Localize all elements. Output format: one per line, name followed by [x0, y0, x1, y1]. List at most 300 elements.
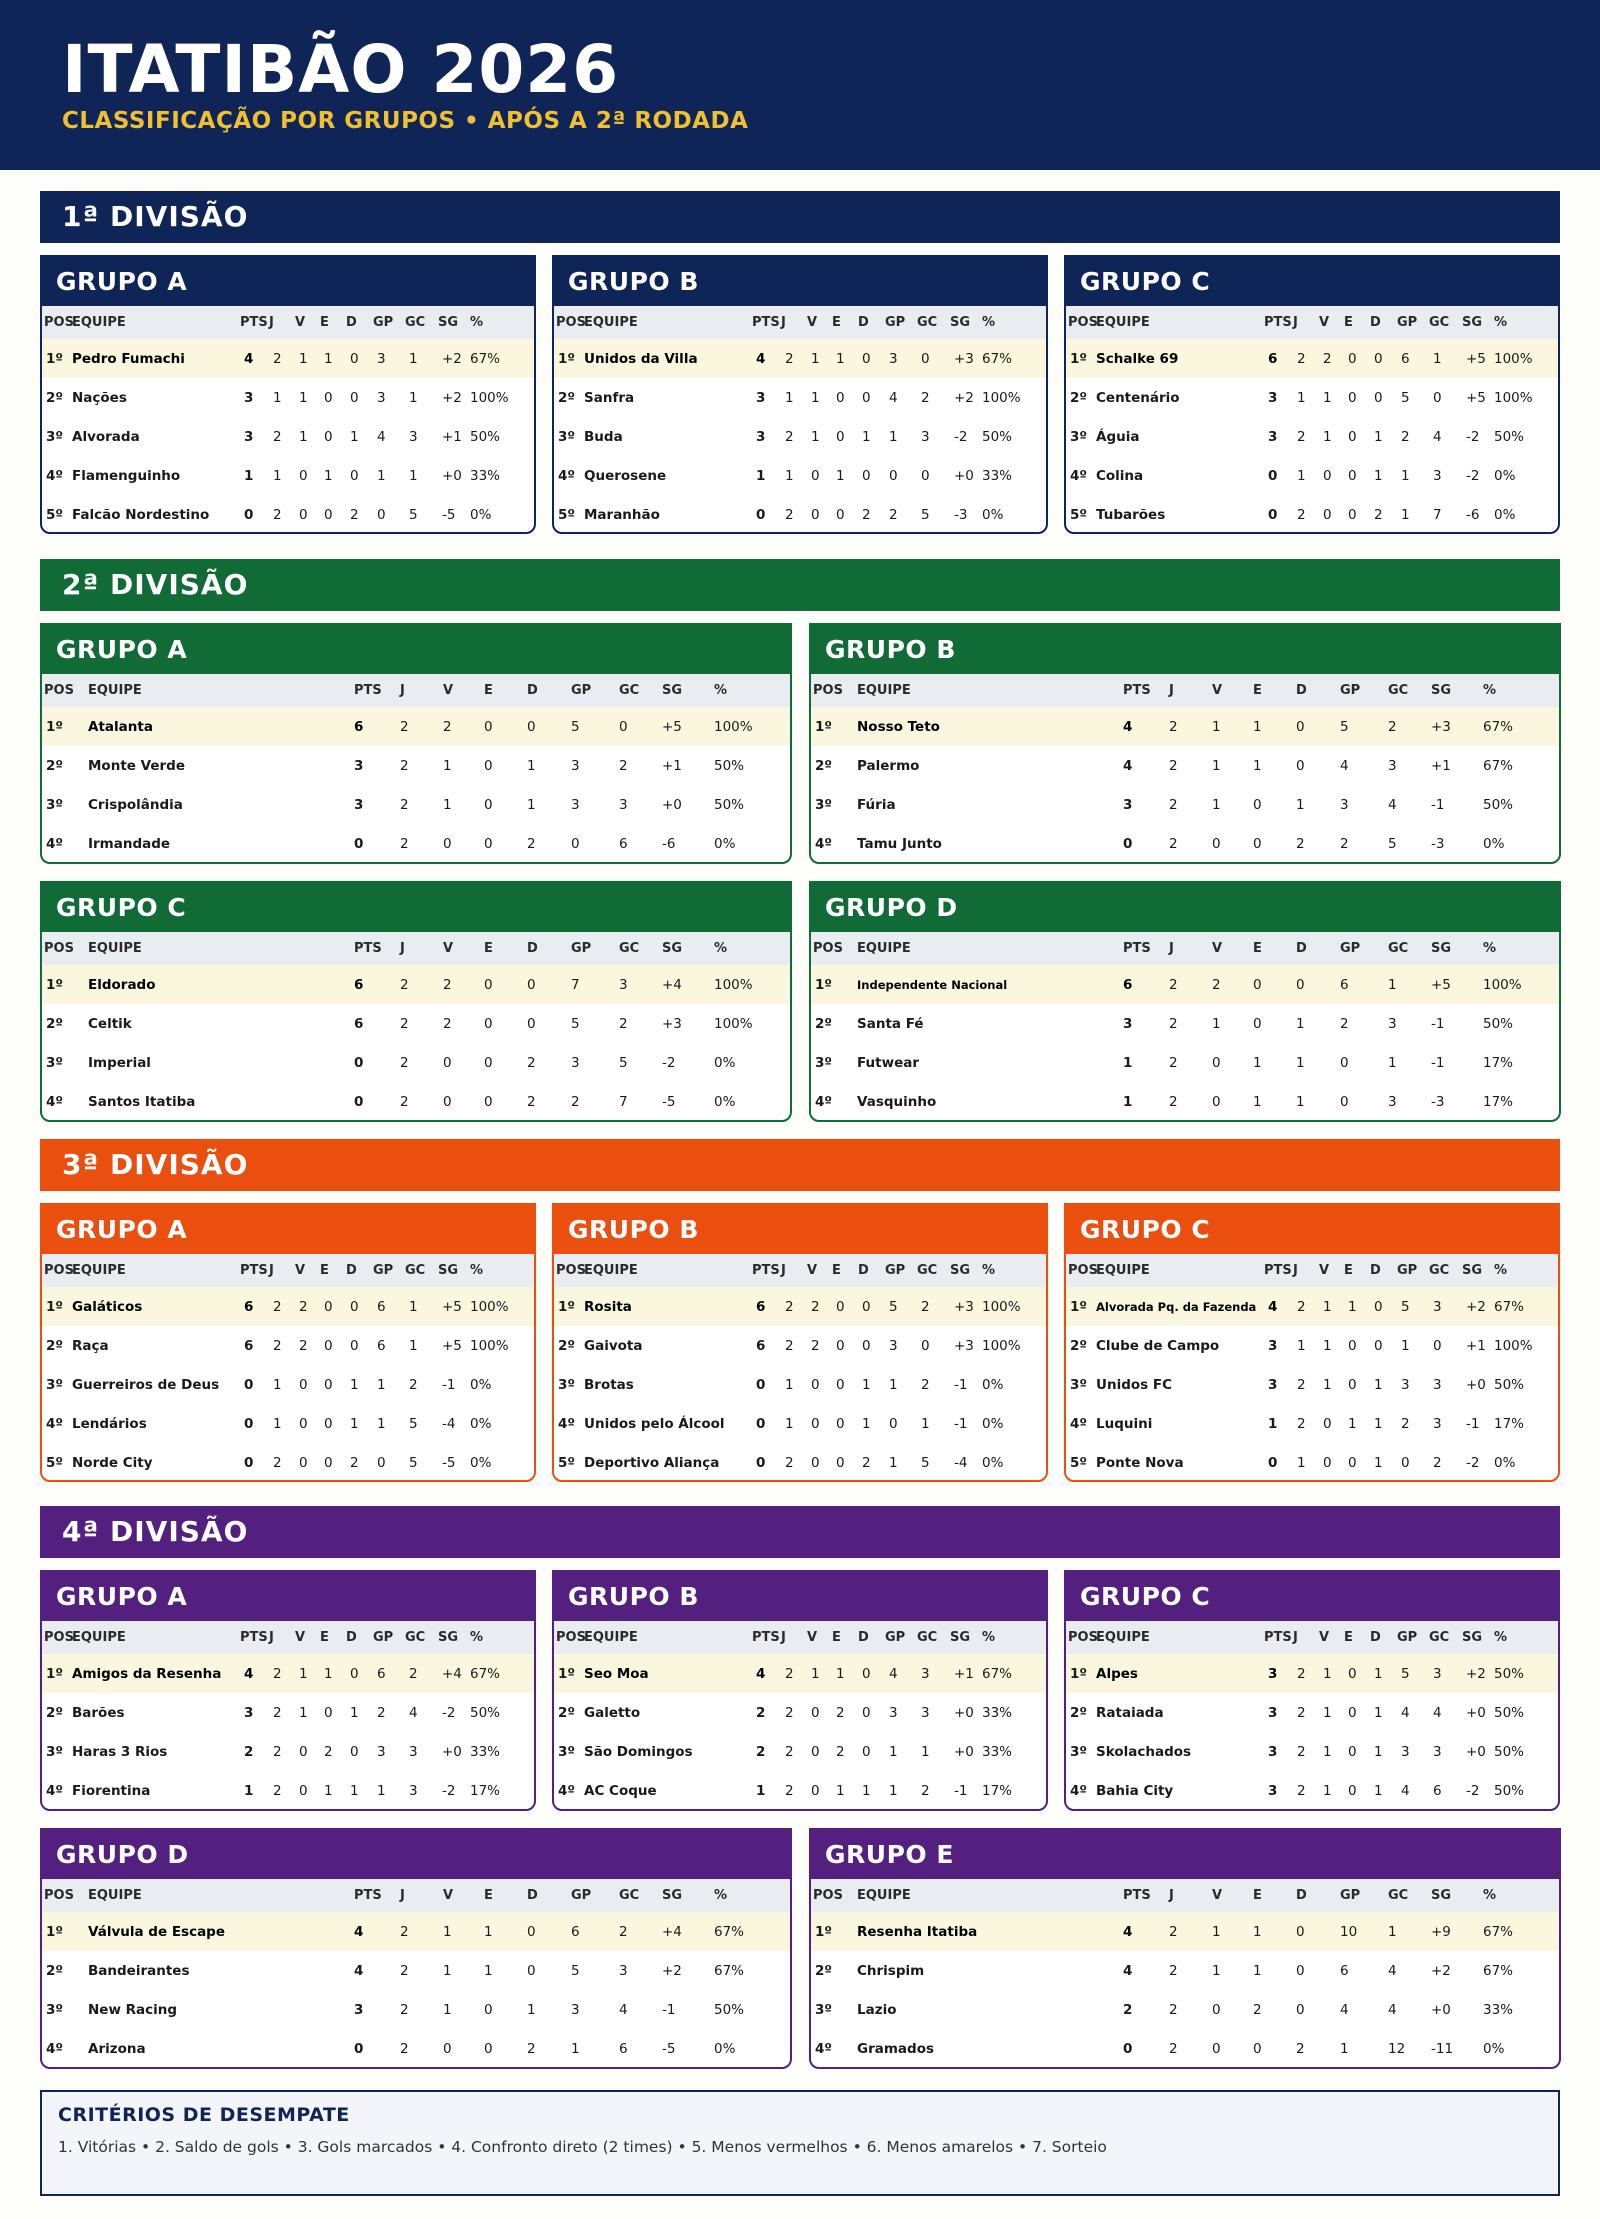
table-row	[42, 1043, 790, 1082]
column-header-: %	[470, 315, 484, 330]
losses-cell: 1	[527, 2001, 536, 2018]
table-row	[811, 1912, 1559, 1951]
goals-for-cell: 0	[377, 1454, 386, 1471]
goal-diff-cell: +0	[1431, 2001, 1451, 2018]
column-header-: %	[1494, 1263, 1508, 1278]
team-name: Gaivota	[584, 1337, 643, 1354]
pts-cell: 6	[1123, 976, 1133, 993]
games-cell: 2	[1169, 2040, 1178, 2057]
column-header-d: D	[1370, 1263, 1381, 1278]
goals-for-cell: 1	[1401, 1337, 1410, 1354]
goals-against-cell: 3	[921, 1665, 930, 1682]
group-title: GRUPO B	[554, 257, 1046, 306]
goals-against-cell: 4	[1388, 1962, 1397, 1979]
pct-cell: 50%	[1494, 1782, 1525, 1799]
column-header-gp: GP	[373, 1263, 394, 1278]
wins-cell: 0	[299, 1415, 308, 1432]
games-cell: 1	[273, 389, 282, 406]
team-name: Nosso Teto	[857, 718, 940, 735]
team-name: Deportivo Aliança	[584, 1454, 720, 1471]
column-header-: %	[1483, 1888, 1497, 1903]
pts-cell: 3	[1268, 1743, 1278, 1760]
goals-against-cell: 2	[619, 1015, 628, 1032]
column-header-sg: SG	[950, 1263, 971, 1278]
goal-diff-cell: -1	[1431, 1015, 1445, 1032]
goals-for-cell: 2	[1401, 1415, 1410, 1432]
wins-cell: 0	[811, 1704, 820, 1721]
column-header-e: E	[1253, 1888, 1262, 1903]
column-headers	[42, 306, 534, 339]
team-name: Lazio	[857, 2001, 897, 2018]
column-header-equipe: EQUIPE	[857, 683, 911, 698]
losses-cell: 0	[527, 718, 536, 735]
draws-cell: 0	[324, 1454, 333, 1471]
column-header-j: J	[400, 1888, 405, 1903]
pts-cell: 4	[1123, 1962, 1133, 1979]
losses-cell: 2	[527, 1093, 536, 1110]
wins-cell: 0	[299, 1376, 308, 1393]
losses-cell: 0	[350, 350, 359, 367]
column-header-pos: POS	[556, 1630, 586, 1645]
team-name: Bandeirantes	[88, 1962, 190, 1979]
wins-cell: 1	[1212, 718, 1221, 735]
goals-for-cell: 3	[889, 350, 898, 367]
goals-for-cell: 3	[571, 2001, 580, 2018]
pct-cell: 0%	[470, 1454, 492, 1471]
goals-for-cell: 1	[1401, 467, 1410, 484]
wins-cell: 2	[443, 1015, 452, 1032]
losses-cell: 2	[350, 506, 359, 523]
team-name: Palermo	[857, 757, 920, 774]
goals-for-cell: 3	[1340, 796, 1349, 813]
team-name: Independente Nacional	[857, 977, 1008, 992]
team-name: Schalke 69	[1096, 350, 1179, 367]
pos-cell: 2º	[815, 1015, 833, 1032]
table-row	[554, 1287, 1046, 1326]
division-header-4: 4ª DIVISÃO	[40, 1506, 1560, 1558]
wins-cell: 1	[1323, 428, 1332, 445]
losses-cell: 0	[862, 350, 871, 367]
column-header-d: D	[346, 1630, 357, 1645]
goals-for-cell: 5	[1340, 718, 1349, 735]
group-title: GRUPO B	[554, 1205, 1046, 1254]
team-name: Unidos pelo Álcool	[584, 1415, 725, 1432]
goals-for-cell: 0	[1401, 1454, 1410, 1471]
column-header-j: J	[1293, 1630, 1298, 1645]
games-cell: 2	[400, 1015, 409, 1032]
table-row	[554, 1654, 1046, 1693]
wins-cell: 0	[299, 1782, 308, 1799]
pts-cell: 0	[244, 1376, 254, 1393]
goals-for-cell: 2	[1340, 835, 1349, 852]
losses-cell: 2	[862, 506, 871, 523]
group-table-div4-grupo-d	[40, 1828, 792, 2069]
column-header-sg: SG	[1462, 1630, 1483, 1645]
team-name: Fiorentina	[72, 1782, 151, 1799]
pos-cell: 2º	[558, 1337, 576, 1354]
games-cell: 2	[1169, 757, 1178, 774]
page-title: ITATIBÃO 2026	[62, 31, 620, 108]
pct-cell: 100%	[1494, 350, 1533, 367]
pct-cell: 100%	[714, 718, 753, 735]
goals-against-cell: 0	[921, 467, 930, 484]
column-header-pos: POS	[44, 1630, 74, 1645]
pct-cell: 50%	[1494, 1704, 1525, 1721]
pos-cell: 3º	[558, 428, 576, 445]
losses-cell: 1	[350, 428, 359, 445]
games-cell: 2	[1297, 506, 1306, 523]
games-cell: 2	[400, 1962, 409, 1979]
losses-cell: 0	[527, 1015, 536, 1032]
wins-cell: 1	[1323, 1337, 1332, 1354]
draws-cell: 0	[1253, 1015, 1262, 1032]
goal-diff-cell: +3	[954, 1337, 974, 1354]
goals-against-cell: 4	[1388, 2001, 1397, 2018]
goals-against-cell: 5	[409, 1415, 418, 1432]
table-row	[42, 1771, 534, 1810]
pct-cell: 0%	[470, 1415, 492, 1432]
pos-cell: 2º	[46, 757, 64, 774]
column-header-e: E	[1344, 1630, 1353, 1645]
column-header-j: J	[1169, 941, 1174, 956]
goals-for-cell: 5	[1401, 389, 1410, 406]
wins-cell: 1	[811, 1665, 820, 1682]
wins-cell: 1	[1323, 1376, 1332, 1393]
table-row	[811, 824, 1559, 863]
goals-against-cell: 3	[1388, 757, 1397, 774]
pts-cell: 1	[1123, 1093, 1133, 1110]
pos-cell: 1º	[815, 718, 833, 735]
group-table-div1-grupo-b	[552, 255, 1048, 534]
goals-against-cell: 3	[409, 1782, 418, 1799]
pos-cell: 4º	[46, 467, 64, 484]
table-row	[811, 1082, 1559, 1121]
pts-cell: 3	[354, 796, 364, 813]
column-header-pos: POS	[813, 1888, 843, 1903]
team-name: Falcão Nordestino	[72, 506, 210, 523]
team-name: Santa Fé	[857, 1015, 924, 1032]
wins-cell: 0	[443, 835, 452, 852]
table-row	[554, 1443, 1046, 1482]
pos-cell: 3º	[46, 2001, 64, 2018]
games-cell: 2	[785, 1298, 794, 1315]
column-header-e: E	[484, 683, 493, 698]
goals-against-cell: 2	[921, 1782, 930, 1799]
games-cell: 2	[1297, 428, 1306, 445]
pct-cell: 17%	[1483, 1054, 1514, 1071]
group-title: GRUPO B	[811, 625, 1559, 674]
pts-cell: 3	[1123, 1015, 1133, 1032]
team-name: Eldorado	[88, 976, 156, 993]
column-header-gc: GC	[917, 315, 938, 330]
team-name: Luquini	[1096, 1415, 1153, 1432]
column-header-sg: SG	[950, 315, 971, 330]
column-header-equipe: EQUIPE	[584, 1263, 638, 1278]
column-header-equipe: EQUIPE	[857, 941, 911, 956]
draws-cell: 0	[1348, 350, 1357, 367]
goal-diff-cell: -1	[1431, 796, 1445, 813]
games-cell: 2	[785, 1665, 794, 1682]
games-cell: 2	[785, 1782, 794, 1799]
draws-cell: 1	[484, 1923, 493, 1940]
pts-cell: 1	[756, 467, 766, 484]
wins-cell: 1	[299, 1665, 308, 1682]
table-row	[811, 746, 1559, 785]
pct-cell: 67%	[1483, 757, 1514, 774]
table-row	[554, 456, 1046, 495]
wins-cell: 0	[1212, 1093, 1221, 1110]
column-header-gc: GC	[619, 1888, 640, 1903]
team-name: Guerreiros de Deus	[72, 1376, 220, 1393]
column-header-j: J	[1293, 315, 1298, 330]
games-cell: 2	[1169, 1054, 1178, 1071]
column-headers	[42, 1879, 790, 1912]
pts-cell: 3	[1268, 1376, 1278, 1393]
pts-cell: 6	[1268, 350, 1278, 367]
goals-for-cell: 6	[377, 1298, 386, 1315]
pts-cell: 3	[1268, 1337, 1278, 1354]
losses-cell: 1	[350, 1415, 359, 1432]
table-row	[554, 1732, 1046, 1771]
goals-against-cell: 4	[1433, 428, 1442, 445]
wins-cell: 1	[1323, 1782, 1332, 1799]
table-row	[811, 1004, 1559, 1043]
wins-cell: 2	[443, 718, 452, 735]
goals-against-cell: 2	[921, 389, 930, 406]
column-header-gc: GC	[1429, 1263, 1450, 1278]
table-row	[42, 2029, 790, 2068]
pts-cell: 4	[756, 350, 766, 367]
goal-diff-cell: +4	[662, 976, 682, 993]
goals-for-cell: 4	[1340, 2001, 1349, 2018]
goal-diff-cell: +3	[1431, 718, 1451, 735]
losses-cell: 0	[1296, 2001, 1305, 2018]
column-header-v: V	[807, 315, 818, 330]
pos-cell: 4º	[1070, 1782, 1088, 1799]
team-name: Rataiada	[1096, 1704, 1164, 1721]
pct-cell: 100%	[1483, 976, 1522, 993]
pts-cell: 3	[1268, 1782, 1278, 1799]
column-header-d: D	[858, 315, 869, 330]
draws-cell: 1	[1253, 1093, 1262, 1110]
goal-diff-cell: +3	[954, 350, 974, 367]
losses-cell: 1	[1374, 1743, 1383, 1760]
table-row	[554, 339, 1046, 378]
pct-cell: 50%	[1494, 1743, 1525, 1760]
draws-cell: 0	[324, 428, 333, 445]
wins-cell: 0	[811, 1782, 820, 1799]
goals-for-cell: 4	[1401, 1782, 1410, 1799]
losses-cell: 1	[527, 796, 536, 813]
draws-cell: 0	[1348, 1782, 1357, 1799]
column-header-equipe: EQUIPE	[1096, 1630, 1150, 1645]
goal-diff-cell: -6	[662, 835, 676, 852]
games-cell: 1	[785, 1415, 794, 1432]
goal-diff-cell: -2	[442, 1704, 456, 1721]
goal-diff-cell: -1	[442, 1376, 456, 1393]
pct-cell: 100%	[1494, 1337, 1533, 1354]
column-header-gp: GP	[885, 1630, 906, 1645]
games-cell: 2	[273, 1454, 282, 1471]
losses-cell: 0	[1296, 976, 1305, 993]
pos-cell: 4º	[46, 2040, 64, 2057]
table-row	[811, 2029, 1559, 2068]
column-header-j: J	[269, 1630, 274, 1645]
goals-for-cell: 0	[1340, 1093, 1349, 1110]
draws-cell: 0	[484, 796, 493, 813]
column-header-v: V	[295, 315, 306, 330]
table-row	[1066, 1365, 1558, 1404]
team-name: Pedro Fumachi	[72, 350, 185, 367]
pct-cell: 50%	[714, 2001, 745, 2018]
goal-diff-cell: -2	[662, 1054, 676, 1071]
column-header-pts: PTS	[1264, 1630, 1292, 1645]
draws-cell: 0	[484, 835, 493, 852]
pos-cell: 4º	[815, 1093, 833, 1110]
losses-cell: 2	[1296, 835, 1305, 852]
team-name: Flamenguinho	[72, 467, 181, 484]
pts-cell: 0	[354, 835, 364, 852]
column-header-equipe: EQUIPE	[88, 1888, 142, 1903]
losses-cell: 0	[862, 1704, 871, 1721]
column-header-v: V	[1319, 315, 1330, 330]
team-name: Válvula de Escape	[88, 1923, 226, 1940]
pct-cell: 0%	[1483, 835, 1505, 852]
column-header-v: V	[295, 1630, 306, 1645]
team-name: Barões	[72, 1704, 125, 1721]
wins-cell: 1	[1323, 1704, 1332, 1721]
wins-cell: 2	[299, 1337, 308, 1354]
table-row	[554, 495, 1046, 534]
team-name: Resenha Itatiba	[857, 1923, 978, 1940]
draws-cell: 0	[324, 1298, 333, 1315]
column-header-e: E	[832, 1263, 841, 1278]
draws-cell: 0	[1253, 2040, 1262, 2057]
draws-cell: 0	[484, 2040, 493, 2057]
goal-diff-cell: -3	[1431, 835, 1445, 852]
column-headers	[42, 1621, 534, 1654]
team-name: Querosene	[584, 467, 667, 484]
column-header-: %	[982, 1263, 996, 1278]
column-header-sg: SG	[662, 1888, 683, 1903]
goals-for-cell: 5	[889, 1298, 898, 1315]
draws-cell: 0	[1348, 506, 1357, 523]
pos-cell: 5º	[1070, 1454, 1088, 1471]
goal-diff-cell: +1	[1431, 757, 1451, 774]
pos-cell: 4º	[815, 2040, 833, 2057]
wins-cell: 0	[299, 506, 308, 523]
pos-cell: 2º	[1070, 1337, 1088, 1354]
goals-against-cell: 3	[619, 1962, 628, 1979]
goals-against-cell: 4	[1388, 796, 1397, 813]
column-header-gp: GP	[571, 941, 592, 956]
goals-for-cell: 5	[1401, 1298, 1410, 1315]
draws-cell: 0	[324, 389, 333, 406]
team-name: Crispolândia	[88, 796, 183, 813]
draws-cell: 0	[836, 1337, 845, 1354]
column-headers	[811, 932, 1559, 965]
column-header-pts: PTS	[1123, 941, 1151, 956]
pos-cell: 4º	[1070, 1415, 1088, 1432]
pts-cell: 1	[756, 1782, 766, 1799]
games-cell: 2	[1169, 1093, 1178, 1110]
column-header-pts: PTS	[752, 1263, 780, 1278]
goals-against-cell: 5	[921, 1454, 930, 1471]
table-row	[42, 1365, 534, 1404]
goals-against-cell: 0	[1433, 1337, 1442, 1354]
column-header-pts: PTS	[240, 1263, 268, 1278]
column-header-sg: SG	[662, 683, 683, 698]
pos-cell: 3º	[46, 1743, 64, 1760]
games-cell: 2	[273, 1704, 282, 1721]
goals-for-cell: 1	[889, 1454, 898, 1471]
pts-cell: 0	[756, 506, 766, 523]
draws-cell: 1	[324, 350, 333, 367]
pts-cell: 2	[756, 1704, 766, 1721]
goals-against-cell: 3	[409, 1743, 418, 1760]
wins-cell: 0	[1323, 1454, 1332, 1471]
column-header-sg: SG	[662, 941, 683, 956]
goals-for-cell: 4	[889, 1665, 898, 1682]
wins-cell: 0	[1212, 835, 1221, 852]
team-name: Galetto	[584, 1704, 641, 1721]
group-table-div4-grupo-c	[1064, 1570, 1560, 1811]
table-row	[1066, 1732, 1558, 1771]
wins-cell: 1	[299, 350, 308, 367]
draws-cell: 0	[484, 976, 493, 993]
goal-diff-cell: +3	[662, 1015, 682, 1032]
pct-cell: 100%	[714, 976, 753, 993]
column-header-j: J	[400, 683, 405, 698]
goals-for-cell: 2	[889, 506, 898, 523]
wins-cell: 1	[1212, 1923, 1221, 1940]
draws-cell: 0	[836, 506, 845, 523]
team-name: Nações	[72, 389, 127, 406]
games-cell: 2	[273, 428, 282, 445]
table-row	[42, 495, 534, 534]
pct-cell: 67%	[1483, 718, 1514, 735]
goals-against-cell: 4	[619, 2001, 628, 2018]
column-header-pts: PTS	[1123, 683, 1151, 698]
division-header-3: 3ª DIVISÃO	[40, 1139, 1560, 1191]
team-name: Tamu Junto	[857, 835, 942, 852]
pts-cell: 6	[354, 976, 364, 993]
pct-cell: 50%	[1494, 1376, 1525, 1393]
column-header-sg: SG	[438, 315, 459, 330]
goal-diff-cell: +5	[1431, 976, 1451, 993]
pts-cell: 0	[244, 506, 254, 523]
draws-cell: 0	[836, 1454, 845, 1471]
goals-against-cell: 7	[619, 1093, 628, 1110]
column-headers	[42, 1254, 534, 1287]
goal-diff-cell: -3	[1431, 1093, 1445, 1110]
pts-cell: 3	[244, 428, 254, 445]
losses-cell: 0	[862, 1743, 871, 1760]
goals-for-cell: 3	[889, 1337, 898, 1354]
pct-cell: 50%	[714, 757, 745, 774]
goals-against-cell: 1	[409, 1337, 418, 1354]
draws-cell: 1	[836, 467, 845, 484]
goals-against-cell: 3	[1433, 1743, 1442, 1760]
team-name: AC Coque	[584, 1782, 657, 1799]
games-cell: 1	[273, 1376, 282, 1393]
team-name: Raça	[72, 1337, 109, 1354]
goals-for-cell: 7	[571, 976, 580, 993]
losses-cell: 2	[862, 1454, 871, 1471]
group-title: GRUPO A	[42, 257, 534, 306]
pct-cell: 50%	[1494, 1665, 1525, 1682]
column-header-gp: GP	[1397, 1630, 1418, 1645]
